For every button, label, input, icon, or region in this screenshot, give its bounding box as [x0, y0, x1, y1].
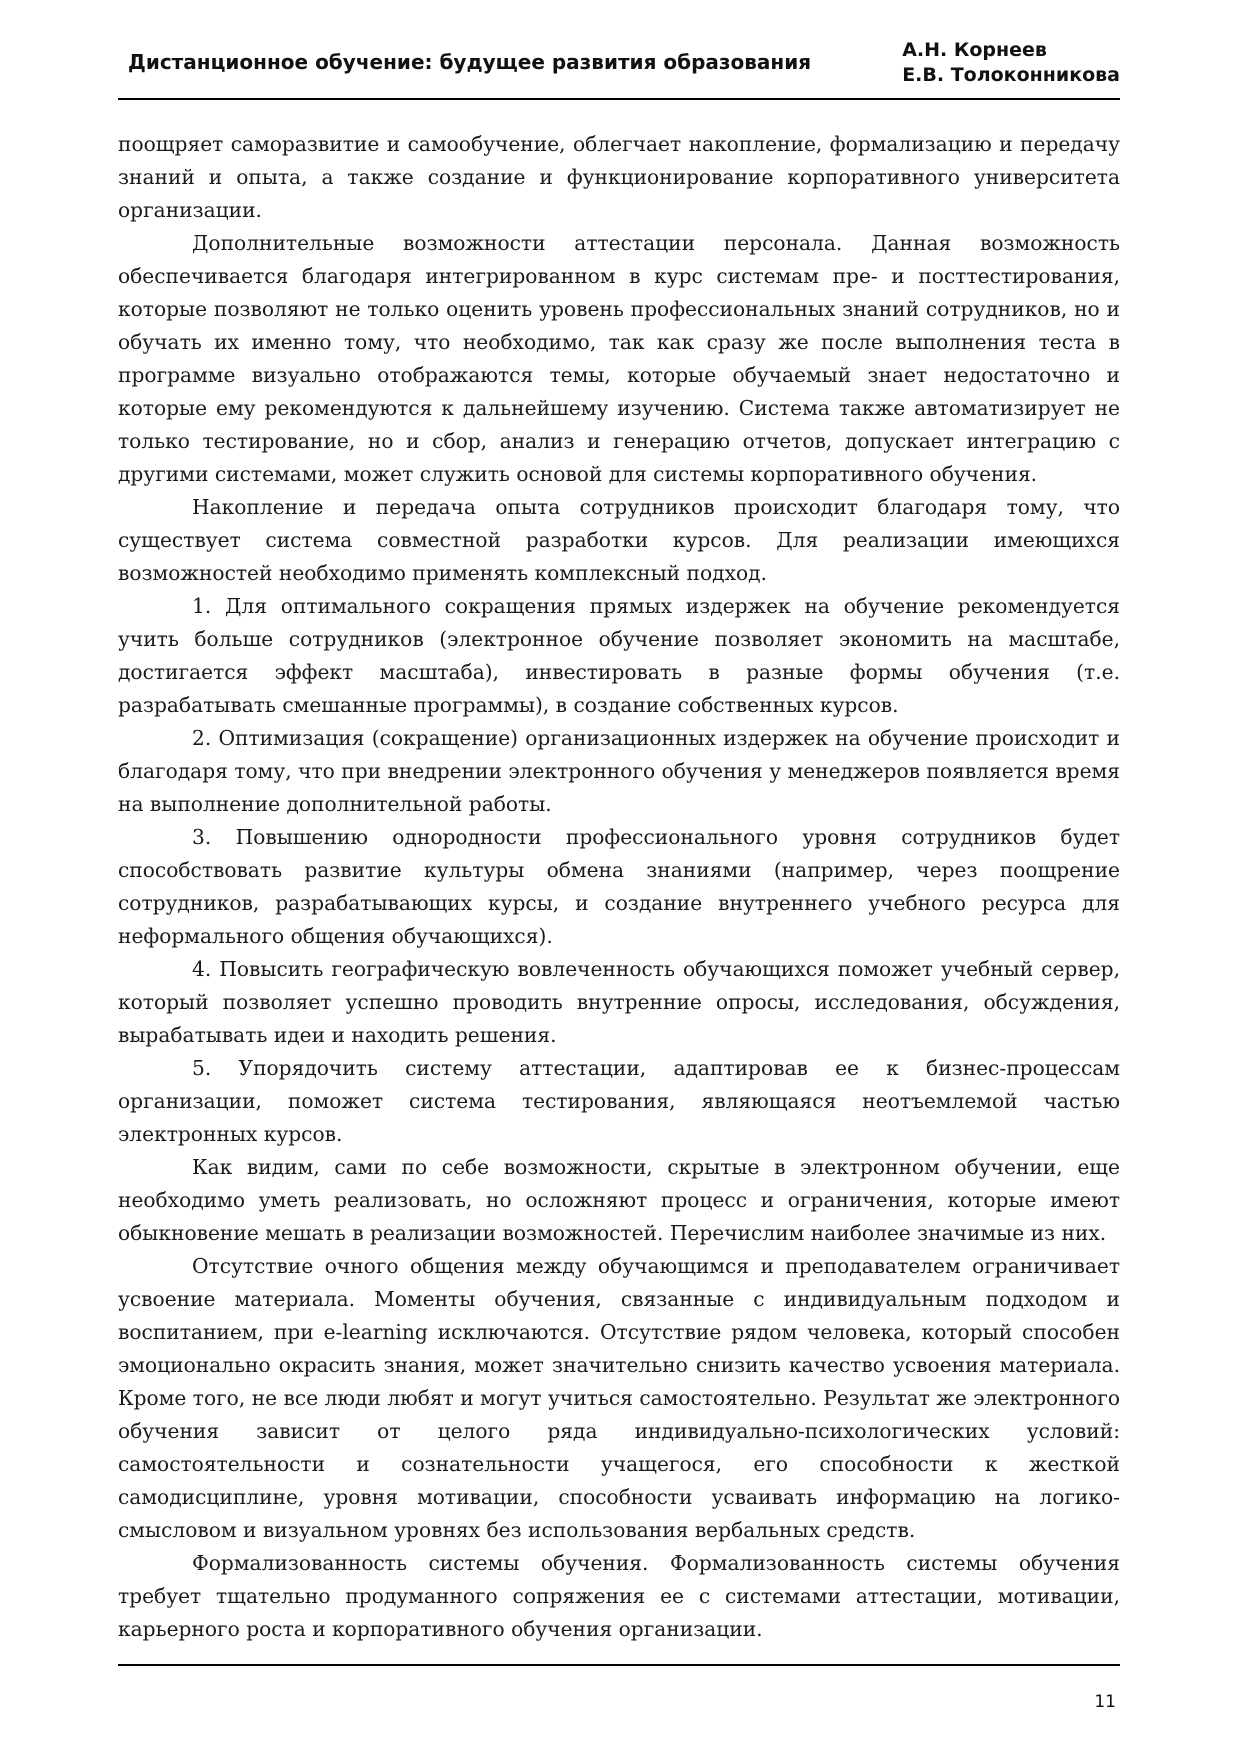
- page-number: 11: [1094, 1692, 1116, 1712]
- author-name: Е.В. Толоконникова: [902, 64, 1120, 86]
- paragraph: 1. Для оптимального сокращения прямых издержек на обучение рекомендуется учить больше сотрудников (электронное обучение позволяет экономить на масштабе, достигается эффект масштаба), инвестировать в разные формы обучения (т.е. разрабатывать смешанные программы), в создание собственных курсов.: [118, 594, 1120, 717]
- paragraph: 3. Повышению однородности профессионального уровня сотрудников будет способствовать развитие культуры обмена знаниями (например, через поощрение сотрудников, разрабатывающих курсы, и создание внутреннего учебного ресурса для неформального общения обучающихся).: [118, 825, 1120, 948]
- paragraph: Накопление и передача опыта сотрудников происходит благодаря тому, что существует система совместной разработки курсов. Для реализации имеющихся возможностей необходимо применять комплексный подход.: [118, 495, 1120, 585]
- paragraph: 5. Упорядочить систему аттестации, адаптировав ее к бизнес-процессам организации, поможет система тестирования, являющаяся неотъемлемой частью электронных курсов.: [118, 1056, 1120, 1146]
- header-authors: [902, 38, 1120, 88]
- footer-divider: [118, 1664, 1120, 1666]
- paragraph: Дополнительные возможности аттестации персонала. Данная возможность обеспечивается благодаря интегрированном в курс системам пре- и посттестирования, которые позволяют не только оценить уровень профессиональных знаний сотрудников, но и обучать их именно тому, что необходимо, так как сразу же после выполнения теста в программе визуально отображаются темы, которые обучаемый знает недостаточно и которые ему рекомендуются к дальнейшему изучению. Система также автоматизирует не только тестирование, но и сбор, анализ и генерацию отчетов, допускает интеграцию с другими системами, может служить основой для системы корпоративного обучения.: [118, 231, 1120, 486]
- paragraph: Отсутствие очного общения между обучающимся и преподавателем ограничивает усвоение материала. Моменты обучения, связанные с индивидуальным подходом и воспитанием, при e-learning исключаются. Отсутствие рядом человека, который способен эмоционально окрасить знания, может значительно снизить качество усвоения материала. Кроме того, не все люди любят и могут учиться самостоятельно. Результат же электронного обучения зависит от целого ряда индивидуально-психологических условий: самостоятельности и сознательности учащегося, его способности к жесткой самодисциплине, уровня мотивации, способности усваивать информацию на логико-смысловом и визуальном уровнях без использования вербальных средств.: [118, 1254, 1120, 1542]
- paragraph: 2. Оптимизация (сокращение) организационных издержек на обучение происходит и благодаря тому, что при внедрении электронного обучения у менеджеров появляется время на выполнение дополнительной работы.: [118, 726, 1120, 816]
- paragraph: Как видим, сами по себе возможности, скрытые в электронном обучении, еще необходимо уметь реализовать, но осложняют процесс и ограничения, которые имеют обыкновение мешать в реализации возможностей. Перечислим наиболее значимые из них.: [118, 1155, 1120, 1245]
- paragraph: Формализованность системы обучения. Формализованность системы обучения требует тщательно продуманного сопряжения ее с системами аттестации, мотивации, карьерного роста и корпоративного обучения организации.: [118, 1551, 1120, 1641]
- paragraph: 4. Повысить географическую вовлеченность обучающихся поможет учебный сервер, который позволяет успешно проводить внутренние опросы, исследования, обсуждения, вырабатывать идеи и находить решения.: [118, 957, 1120, 1047]
- paragraph: поощряет саморазвитие и самообучение, облегчает накопление, формализацию и передачу знаний и опыта, а также создание и функционирование корпоративного университета организации.: [118, 132, 1120, 222]
- running-header: [118, 36, 1120, 98]
- header-title: Дистанционное обучение: будущее развития образования: [128, 50, 812, 74]
- author-name: А.Н. Корнеев: [902, 39, 1047, 61]
- body-text: [118, 128, 1120, 1646]
- header-divider: [118, 98, 1120, 100]
